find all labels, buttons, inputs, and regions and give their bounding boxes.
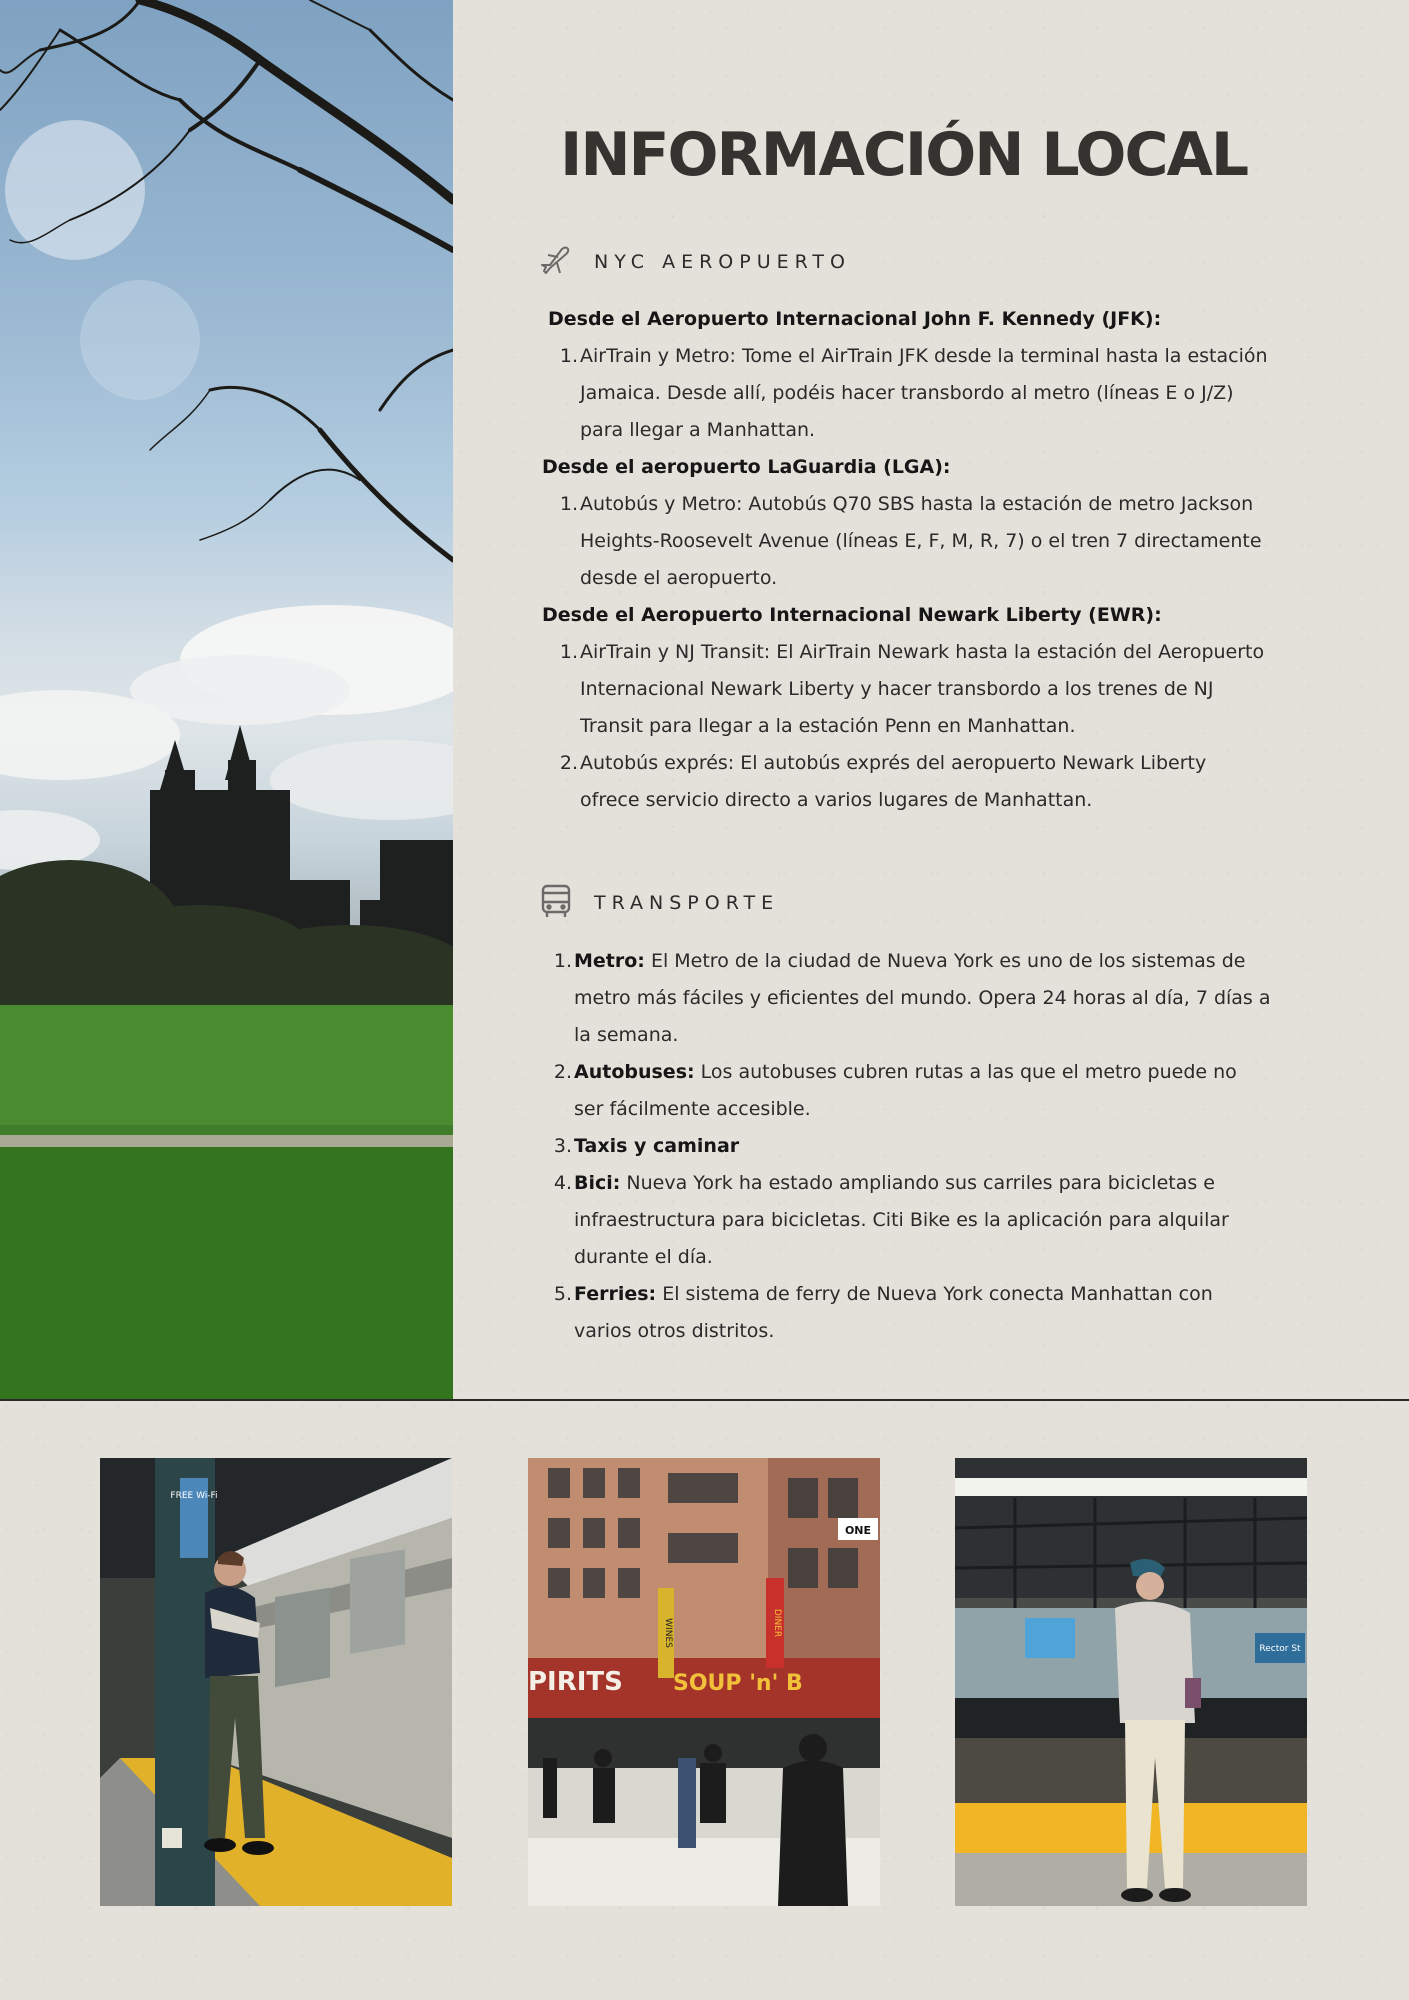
list-body: El Metro de la ciudad de Nueva York es uno de los sistemas de metro más fáciles y eficientes del mundo. Opera 24 horas al día, 7 días a la semana. [574, 950, 1271, 1046]
list-item [548, 486, 1288, 597]
list-text [572, 1054, 1264, 1128]
street-scene [528, 1458, 880, 1906]
list-item [548, 1054, 1288, 1128]
list-item [548, 745, 1288, 819]
lga-title: Desde el aeropuerto LaGuardia (LGA): [542, 456, 951, 478]
soup-store-sign: SOUP 'n' B [673, 1671, 803, 1696]
list-text [572, 1165, 1264, 1276]
one-way-sign: ONE [844, 1524, 872, 1537]
list-item [548, 338, 1288, 449]
list-number: 1. [559, 641, 578, 663]
list-text: AirTrain y Metro: Tome el AirTrain JFK desde la terminal hasta la estación Jamaica. Desde allí, podéis hacer transbordo al metro (líneas E o J/Z) para llegar a Manhattan. [580, 345, 1268, 441]
central-park-photo [0, 0, 453, 1400]
list-number: 2. [553, 1061, 572, 1083]
list-body: Los autobuses cubren rutas a las que el metro puede no ser fácilmente accesible. [574, 1061, 1237, 1120]
subway-scene [100, 1458, 452, 1906]
list-body: El sistema de ferry de Nueva York conecta Manhattan con varios otros distritos. [574, 1283, 1213, 1342]
list-text: AirTrain y NJ Transit: El AirTrain Newark hasta la estación del Aeropuerto Internacional Newark Liberty y hacer transbordo a los trenes de NJ Transit para llegar a la estación Penn en Manhattan. [580, 641, 1265, 737]
subway-platform-photo [100, 1458, 452, 1906]
airplane-icon [538, 243, 572, 281]
grass-upper [0, 1005, 453, 1125]
lens-flare [80, 280, 200, 400]
tree-branches [0, 0, 453, 560]
sun-glare [5, 120, 145, 260]
rector-st-sign: Rector St [1259, 1644, 1301, 1654]
list-number: 1. [559, 345, 578, 367]
park-path [0, 1135, 453, 1147]
list-text [572, 1276, 1264, 1350]
transport-section-header [540, 883, 779, 923]
jfk-title: Desde el Aeropuerto Internacional John F. Kennedy (JFK): [548, 308, 1162, 330]
list-bold: Autobuses: [574, 1061, 695, 1083]
spirits-store-sign: PIRITS [528, 1667, 623, 1697]
list-bold: Taxis y caminar [574, 1135, 740, 1157]
list-text: Autobús y Metro: Autobús Q70 SBS hasta la estación de metro Jackson Heights-Roosevelt Avenue (líneas E, F, M, R, 7) o el tren 7 directamente desde el aeropuerto. [580, 493, 1262, 589]
list-item [548, 1165, 1288, 1276]
list-number: 4. [553, 1172, 572, 1194]
list-item [548, 634, 1288, 745]
section-divider [0, 1399, 1409, 1401]
subway-woman-photo [955, 1458, 1307, 1906]
list-number: 2. [559, 752, 578, 774]
transport-content [548, 943, 1288, 1350]
list-body: Nueva York ha estado ampliando sus carriles para bicicletas e infraestructura para bicicletas. Citi Bike es la aplicación para alquilar durante el día. [574, 1172, 1229, 1268]
cloud [270, 740, 453, 820]
list-number: 3. [553, 1135, 572, 1157]
free-wifi-sign: FREE Wi-Fi [170, 1491, 218, 1501]
transport-heading: TRANSPORTE [594, 892, 780, 914]
list-text [572, 943, 1288, 1054]
bus-icon [540, 883, 572, 923]
park-scene [0, 0, 453, 1400]
subway-woman-scene [955, 1458, 1307, 1906]
wines-sign: WINES [663, 1618, 673, 1648]
airport-heading: NYC AEROPUERTO [594, 251, 851, 273]
list-text: Autobús exprés: El autobús exprés del aeropuerto Newark Liberty ofrece servicio directo a varios lugares de Manhattan. [580, 752, 1207, 811]
list-number: 5. [553, 1283, 572, 1305]
ewr-title: Desde el Aeropuerto Internacional Newark Liberty (EWR): [542, 604, 1162, 626]
page-title: INFORMACIÓN LOCAL [560, 120, 1248, 190]
grass-lower [0, 1147, 453, 1400]
airport-content [542, 301, 1288, 819]
list-item [548, 1128, 1288, 1165]
airport-section-header [538, 243, 851, 281]
list-number: 1. [559, 493, 578, 515]
diner-sign: DINER [772, 1608, 782, 1638]
list-bold: Ferries: [574, 1283, 657, 1305]
list-bold: Bici: [574, 1172, 621, 1194]
list-text [572, 1128, 1264, 1165]
list-item [548, 943, 1288, 1054]
list-number: 1. [553, 950, 572, 972]
street-scene-photo [528, 1458, 880, 1906]
list-bold: Metro: [574, 950, 645, 972]
list-item [548, 1276, 1288, 1350]
